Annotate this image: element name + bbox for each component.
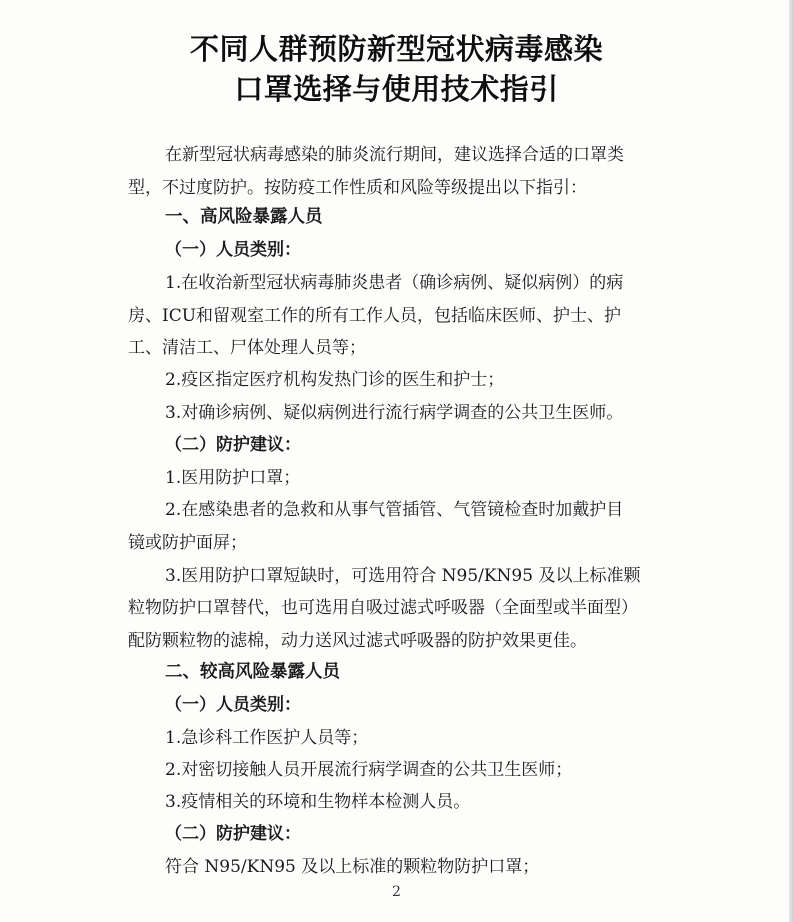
page-number: 2 xyxy=(392,884,401,900)
section1-heading: 一、高风险暴露人员 xyxy=(165,207,323,227)
section1-advice3-line2: 粒物防护口罩替代，也可选用自吸过滤式呼吸器（全面型或半面型） xyxy=(128,598,638,618)
document-title-line2: 口罩选择与使用技术指引 xyxy=(234,72,559,106)
intro-line1: 在新型冠状病毒感染的肺炎流行期间，建议选择合适的口罩类 xyxy=(165,145,624,165)
section2-item1: 1.急诊科工作医护人员等； xyxy=(165,728,369,748)
section2-advice-heading: （二）防护建议： xyxy=(165,824,301,844)
section1-item1-line2: 房、ICU和留观室工作的所有工作人员，包括临床医师、护士、护 xyxy=(128,306,622,326)
intro-line2: 型，不过度防护。按防疫工作性质和风险等级提出以下指引： xyxy=(128,178,587,198)
section2-advice1: 符合 N95/KN95 及以上标准的颗粒物防护口罩； xyxy=(165,857,540,877)
section2-item2: 2.对密切接触人员开展流行病学调查的公共卫生医师； xyxy=(165,760,573,780)
section2-heading: 二、较高风险暴露人员 xyxy=(165,662,340,682)
section1-advice2-line2: 镜或防护面屏； xyxy=(128,533,247,553)
section1-item1-line3: 工、清洁工、尸体处理人员等； xyxy=(128,338,366,358)
section2-personnel-heading: （一）人员类别： xyxy=(165,695,301,715)
section1-advice3-line1: 3.医用防护口罩短缺时，可选用符合 N95/KN95 及以上标准颗 xyxy=(165,566,641,586)
section1-item3: 3.对确诊病例、疑似病例进行流行病学调查的公共卫生医师。 xyxy=(165,403,624,423)
document-title-line1: 不同人群预防新型冠状病毒感染 xyxy=(189,32,603,66)
section1-item1-line1: 1.在收治新型冠状病毒肺炎患者（确诊病例、疑似病例）的病 xyxy=(165,273,624,293)
section1-advice-heading: （二）防护建议： xyxy=(165,435,301,455)
section1-advice3-line3: 配防颗粒物的滤棉，动力送风过滤式呼吸器的防护效果更佳。 xyxy=(128,631,587,651)
section1-advice1: 1.医用防护口罩； xyxy=(165,468,301,488)
section1-personnel-heading: （一）人员类别： xyxy=(165,240,301,260)
scan-edge xyxy=(789,0,793,922)
section2-item3: 3.疫情相关的环境和生物样本检测人员。 xyxy=(165,792,471,812)
section1-item2: 2.疫区指定医疗机构发热门诊的医生和护士； xyxy=(165,370,505,390)
section1-advice2-line1: 2.在感染患者的急救和从事气管插管、气管镜检查时加戴护目 xyxy=(165,500,624,520)
